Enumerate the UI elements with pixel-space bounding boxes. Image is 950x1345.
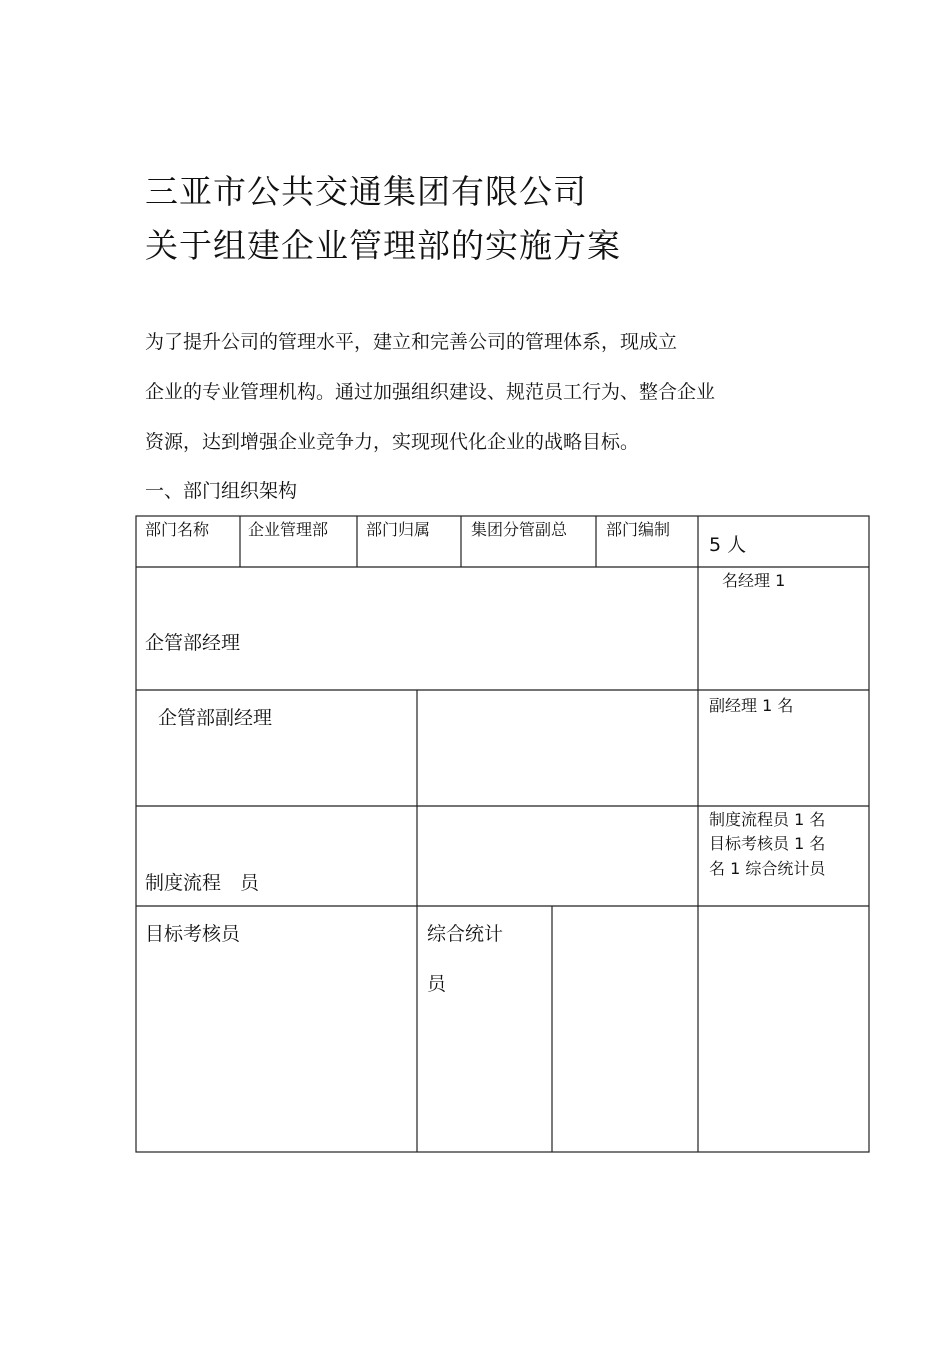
document-title-line-2: 关于组建企业管理部的实施方案 (145, 226, 621, 265)
deputy-quota: 副经理 1 名 (709, 696, 794, 715)
staffing-value: 5 人 (709, 534, 747, 556)
dept-name-value: 企业管理部 (248, 520, 329, 539)
intro-paragraph-line-3: 资源，达到增强企业竞争力，实现现代化企业的战略目标。 (145, 431, 640, 453)
dept-name-label: 部门名称 (145, 520, 210, 539)
process-quota-line-2: 目标考核员 1 名 (709, 834, 826, 853)
staffing-label: 部门编制 (606, 520, 671, 539)
intro-paragraph-line-2: 企业的专业管理机构。通过加强组织建设、规范员工行为、整合企业 (145, 381, 716, 403)
manager-role: 企管部经理 (145, 632, 241, 654)
manager-quota: 名经理 1 (722, 571, 786, 590)
stats-role-line-2: 员 (427, 973, 447, 995)
dept-belong-value: 集团分管副总 (471, 520, 568, 539)
deputy-role: 企管部副经理 (158, 707, 273, 729)
process-role: 制度流程 员 (145, 872, 260, 894)
document-title-line-1: 三亚市公共交通集团有限公司 (145, 172, 587, 211)
intro-paragraph-line-1: 为了提升公司的管理水平，建立和完善公司的管理体系，现成立 (145, 331, 678, 353)
section-heading: 一、部门组织架构 (145, 480, 298, 502)
target-role: 目标考核员 (145, 923, 241, 945)
process-quota-line-3: 名 1 综合统计员 (709, 859, 826, 878)
process-quota-line-1: 制度流程员 1 名 (709, 810, 826, 829)
dept-belong-label: 部门归属 (366, 520, 431, 539)
stats-role-line-1: 综合统计 (427, 923, 504, 945)
